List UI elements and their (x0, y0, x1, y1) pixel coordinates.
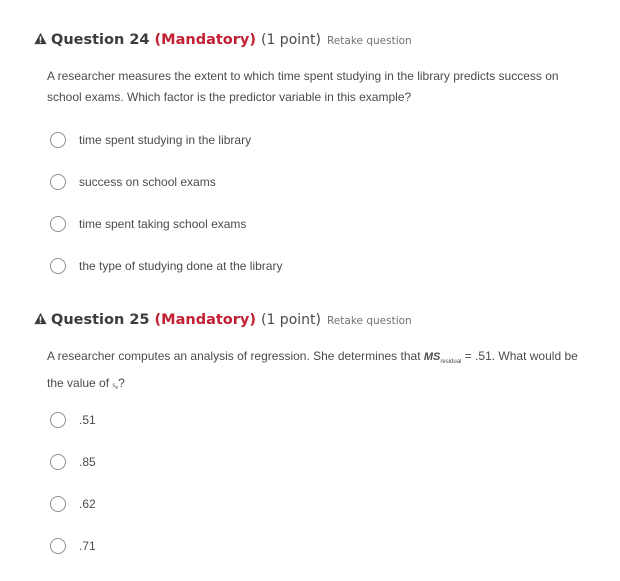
warning-icon (34, 312, 47, 325)
option-label: .51 (79, 413, 96, 427)
answer-option[interactable] (50, 409, 96, 431)
points-label: (1 point) (260, 312, 321, 328)
radio-button[interactable] (50, 454, 66, 470)
question-text-part: = .51. What would be the value of (47, 349, 578, 391)
option-label: time spent studying in the library (79, 133, 252, 147)
answer-option[interactable] (50, 451, 96, 473)
retake-question-link[interactable]: Retake question (326, 35, 412, 47)
radio-button[interactable] (50, 412, 66, 428)
answer-option[interactable] (50, 171, 216, 193)
option-label: .85 (79, 455, 96, 469)
answer-option[interactable] (50, 213, 246, 235)
answer-option[interactable] (50, 129, 251, 151)
question-text-part: A researcher computes an analysis of regression. She determines that (47, 349, 421, 363)
radio-button[interactable] (50, 258, 66, 274)
question-text: A researcher measures the extent to which time spent studying in the library predicts success on school exams. Which factor is the predictor variable in this example? (47, 69, 559, 104)
question-header (34, 311, 412, 331)
answer-option[interactable] (50, 493, 96, 515)
ms-subscript: residual (440, 359, 462, 366)
option-label: time spent taking school exams (79, 217, 247, 231)
question-text (47, 346, 592, 399)
points-label: (1 point) (260, 32, 321, 48)
option-label: success on school exams (79, 175, 216, 189)
radio-button[interactable] (50, 496, 66, 512)
radio-button[interactable] (50, 174, 66, 190)
mandatory-label: (Mandatory) (154, 32, 256, 48)
symbol-subscript: e (115, 385, 119, 392)
radio-button[interactable] (50, 538, 66, 554)
warning-icon (34, 32, 47, 45)
question-text-part: ? (118, 376, 125, 391)
option-label: .62 (79, 497, 96, 511)
ms-symbol: MS (423, 351, 441, 363)
mandatory-label: (Mandatory) (154, 312, 256, 328)
question-title: Question 25 (51, 312, 150, 328)
answer-option[interactable] (50, 255, 282, 277)
option-label: .71 (79, 539, 96, 553)
radio-button[interactable] (50, 132, 66, 148)
question-header (34, 31, 412, 51)
symbol: s (112, 383, 116, 390)
question-title: Question 24 (51, 32, 150, 48)
option-label: the type of studying done at the library (79, 259, 283, 273)
answer-option[interactable] (50, 535, 96, 557)
radio-button[interactable] (50, 216, 66, 232)
ms-residual-symbol (423, 351, 462, 366)
retake-question-link[interactable]: Retake question (326, 315, 412, 327)
